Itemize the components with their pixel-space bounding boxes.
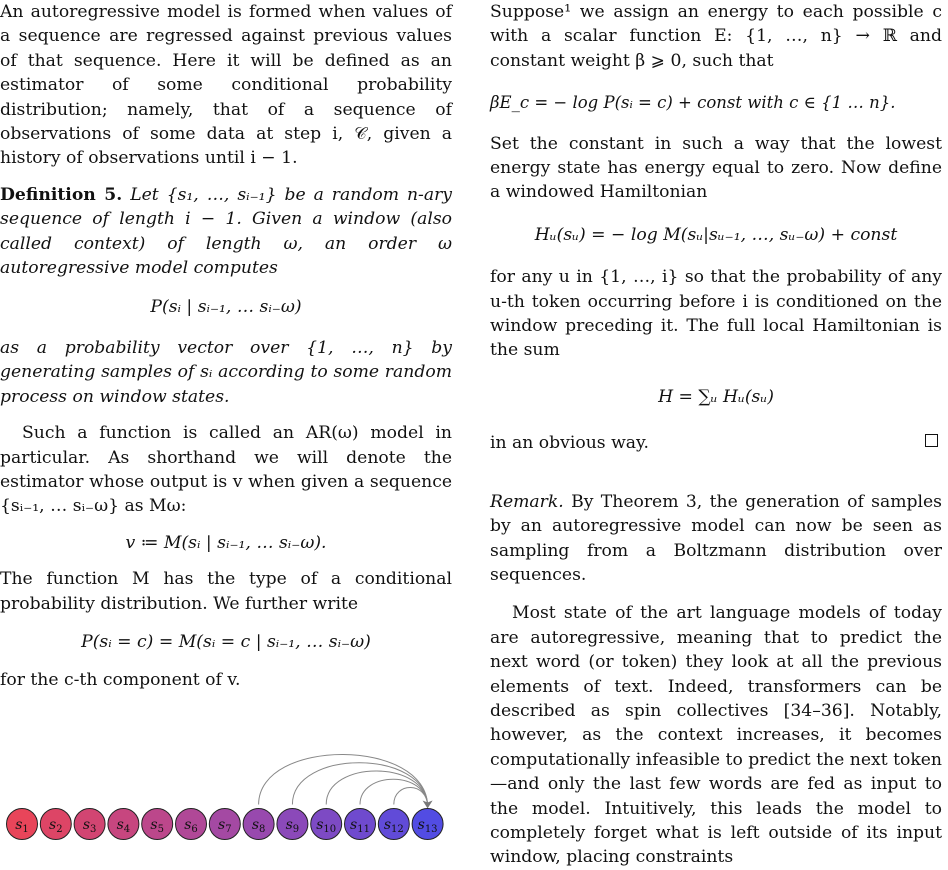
type-paragraph: The function M has the type of a conditional probability distribution. We further write	[0, 569, 452, 614]
qed-square-icon	[925, 434, 938, 447]
sequence-token-label: $s_{13}$	[417, 817, 438, 835]
remark-text: By Theorem 3, the generation of samples by an autoregressive model can now be seen as sampling from a Boltzmann distribution over sequences.	[490, 491, 943, 585]
intro-paragraph: An autoregressive model is formed when values of a sequence are regressed against previous values of that sequence. Here it will be defined as an estimator of some conditional probability distribution; namely, that of a sequence of observations of some data at step i, 𝒞, given a history of observations until i − 1.	[0, 2, 452, 169]
sequence-token-label: $s_3$	[82, 817, 97, 835]
component-paragraph: for the c-th component of v.	[0, 670, 241, 691]
equation-component: P(sᵢ = c) = M(sᵢ = c | sᵢ₋₁, … sᵢ₋ω)	[81, 631, 371, 652]
context-arrow	[326, 771, 427, 807]
suppose-paragraph: Suppose¹ we assign an energy to each possible c with a scalar function E: {1, …, n} → ℝ and constant weight β ⩾ 0, such that	[490, 2, 942, 71]
sequence-token-label: $s_4$	[116, 817, 131, 835]
sequence-window-figure	[0, 745, 452, 845]
right-column	[490, 0, 942, 870]
for-paragraph: for any u in {1, …, i} so that the probability of any u-th token occurring before i is conditioned on the window preceding it. The full local Hamiltonian is the sum	[490, 267, 942, 361]
sequence-token-label: $s_9$	[285, 817, 300, 835]
sequence-token-label: $s_{10}$	[316, 817, 337, 835]
left-column	[0, 0, 452, 693]
definition-text: Let {s₁, …, sᵢ₋₁} be a random n-ary sequence of length i − 1. Given a window (also called context) of length ω, an order ω autoregressive model computes	[0, 184, 452, 279]
definition-label: Definition 5.	[0, 184, 123, 205]
sequence-token-label: $s_{11}$	[350, 817, 370, 835]
sequence-token-label: $s_1$	[15, 817, 29, 835]
ar-model-paragraph: Such a function is called an AR(ω) model in particular. As shorthand we will denote the estimator whose output is v when given a sequence {sᵢ₋₁, … sᵢ₋ω} as Mω:	[0, 423, 452, 517]
definition-5	[0, 183, 452, 281]
obvious-paragraph: in an obvious way.	[490, 433, 649, 454]
context-arrows	[259, 754, 428, 806]
constant-paragraph: Set the constant in such a way that the lowest energy state has energy equal to zero. Now define a windowed Hamiltonian	[490, 133, 942, 203]
sequence-token-label: $s_5$	[150, 817, 164, 835]
sequence-token-label: $s_8$	[251, 817, 266, 835]
sequence-circles	[7, 809, 444, 840]
remark-paragraph	[490, 490, 942, 588]
equation-windowed-hamiltonian: Hᵤ(sᵤ) = − log M(sᵤ|sᵤ₋₁, …, sᵤ₋ω) + const	[534, 224, 898, 245]
sequence-token-label: $s_{12}$	[383, 817, 404, 835]
equation-full-hamiltonian: H = ∑ᵤ Hᵤ(sᵤ)	[658, 386, 774, 407]
sequence-token-label: $s_6$	[184, 817, 198, 835]
definition-text-continued: as a probability vector over {1, …, n} by generating samples of sᵢ according to some random process on window states.	[0, 337, 452, 407]
equation-energy: βE_c = − log P(sᵢ = c) + const with c ∈ {1 … n}.	[490, 93, 896, 113]
sequence-token-label: $s_2$	[49, 817, 63, 835]
equation-conditional-prob: P(sᵢ | sᵢ₋₁, … sᵢ₋ω)	[150, 297, 302, 318]
sequence-token-label: $s_7$	[218, 817, 232, 835]
language-models-paragraph: Most state of the art language models of today are autoregressive, meaning that to predict the next word (or token) they look at all the previous elements of text. Indeed, transformers can be described as spin collectives [34–36]. Notably, however, as the context increases, it becomes computationally infeasible to predict the next token—and only the last few words are fed as input to the model. Intuitively, this leads the model to completely forget what is left outside of its input window, placing constraints	[490, 603, 942, 868]
obvious-row	[490, 431, 942, 455]
remark-label: Remark.	[490, 491, 564, 512]
equation-estimator: v ≔ M(sᵢ | sᵢ₋₁, … sᵢ₋ω).	[125, 532, 327, 553]
